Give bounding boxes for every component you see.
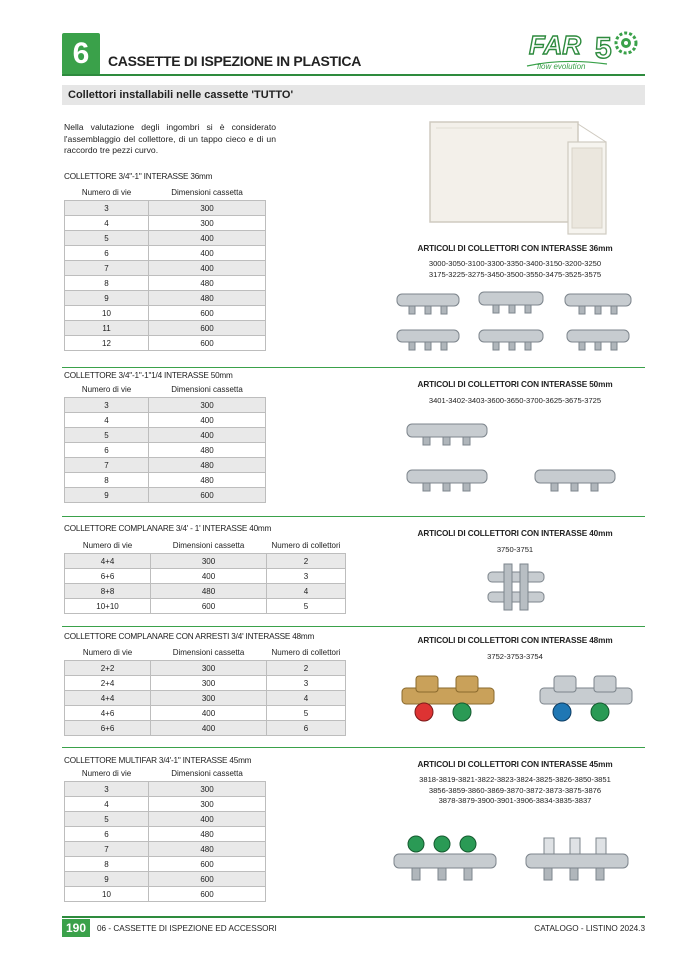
table-cell: 400: [151, 569, 267, 584]
table-row: [65, 569, 346, 584]
table-header: Dimensioni cassetta: [172, 541, 245, 550]
table-cell: 300: [151, 691, 267, 706]
section-5-manifold-images: [392, 828, 642, 888]
article-codes-line: 3878-3879-3900-3901-3906-3834-3835-3837: [438, 796, 592, 805]
article-codes-line: 3752-3753-3754: [487, 652, 543, 661]
section-2-title: COLLETTORE 3/4"-1"-1"1/4 INTERASSE 50mm: [64, 371, 233, 380]
manifold-image: [395, 288, 640, 358]
subtitle: Collettori installabili nelle cassette 'TUTTO': [68, 89, 294, 101]
table-cell: 400: [149, 261, 266, 276]
article-codes-line: 3000-3050-3100-3300-3350-3400-3150-3200-3250: [428, 259, 602, 268]
table-cell: 7: [65, 261, 149, 276]
table-row: [65, 443, 266, 458]
section-4-table: [64, 645, 346, 736]
table-row: [65, 827, 266, 842]
table-cell: 5: [65, 231, 149, 246]
chapter-number: 6: [62, 33, 100, 75]
table-cell: 480: [149, 443, 266, 458]
section-divider: [62, 367, 645, 368]
table-cell: 480: [149, 842, 266, 857]
table-row: [65, 842, 266, 857]
table-cell: 6: [65, 827, 149, 842]
table-cell: 7: [65, 458, 149, 473]
table-row: [65, 488, 266, 503]
table-row: [65, 584, 346, 599]
table-cell: 300: [149, 782, 266, 797]
table-row: [65, 887, 266, 902]
section-divider: [62, 516, 645, 517]
table-cell: 400: [149, 413, 266, 428]
table-row: [65, 706, 346, 721]
table-header: Numero di vie: [82, 541, 133, 550]
table-cell: 600: [149, 887, 266, 902]
intro-paragraph: Nella valutazione degli ingombri si è considerato l'assemblaggio del collettore, di un tappo cieco e di un raccordo tre pezzi curvo.: [64, 122, 276, 155]
section-1-manifold-images: [395, 288, 640, 358]
table-cell: 5: [65, 812, 149, 827]
table-cell: 300: [149, 216, 266, 231]
table-row: [65, 321, 266, 336]
far-logo: [523, 26, 645, 72]
table-cell: 3: [65, 782, 149, 797]
table-cell: 4: [65, 413, 149, 428]
table-cell: 300: [149, 201, 266, 216]
table-cell: 5: [267, 599, 346, 614]
table-cell: 600: [151, 599, 267, 614]
table-header: Numero di collettori: [271, 541, 341, 550]
table-cell: 10+10: [65, 599, 151, 614]
table-header: Numero di vie: [82, 648, 133, 657]
table-row: [65, 216, 266, 231]
header-rule: [62, 74, 645, 76]
table-row: [65, 306, 266, 321]
table-cell: 9: [65, 872, 149, 887]
manifold-image: [405, 418, 620, 498]
table-cell: 12: [65, 336, 149, 351]
table-cell: 600: [149, 488, 266, 503]
table-row: [65, 291, 266, 306]
table-row: [65, 336, 266, 351]
table-cell: 300: [149, 797, 266, 812]
table-cell: 300: [151, 661, 267, 676]
table-header: Dimensioni cassetta: [171, 385, 243, 394]
table-header: Numero di vie: [81, 188, 132, 197]
table-cell: 4: [65, 797, 149, 812]
table-header: Numero di vie: [81, 385, 132, 394]
table-row: [65, 599, 346, 614]
table-cell: 6+6: [65, 569, 151, 584]
table-cell: 300: [151, 554, 267, 569]
table-row: [65, 261, 266, 276]
section-5-articles-codes: [395, 775, 635, 807]
table-cell: 480: [149, 276, 266, 291]
table-cell: 3: [65, 398, 149, 413]
footer-catalog: CATALOGO - LISTINO 2024.3: [534, 924, 645, 933]
table-row: [65, 797, 266, 812]
table-cell: 8: [65, 473, 149, 488]
table-cell: 400: [149, 428, 266, 443]
table-row: [65, 231, 266, 246]
table-cell: 400: [149, 812, 266, 827]
table-cell: 480: [149, 473, 266, 488]
table-cell: 2: [267, 554, 346, 569]
table-header: Dimensioni cassetta: [171, 188, 243, 197]
table-cell: 480: [149, 458, 266, 473]
page-number: 190: [62, 919, 90, 937]
section-2-articles-codes: [395, 396, 635, 407]
table-cell: 6: [267, 721, 346, 736]
section-1-table: [64, 185, 266, 351]
table-row: [65, 782, 266, 797]
table-cell: 600: [149, 872, 266, 887]
table-cell: 400: [149, 231, 266, 246]
table-row: [65, 458, 266, 473]
table-cell: 2+4: [65, 676, 151, 691]
section-4-title: COLLETTORE COMPLANARE CON ARRESTI 3/4' INTERASSE 48mm: [64, 632, 315, 641]
section-1-title: COLLETTORE 3/4"-1" INTERASSE 36mm: [64, 172, 213, 181]
cassette-image: [428, 120, 610, 236]
table-cell: 600: [149, 306, 266, 321]
section-2-articles-title: ARTICOLI DI COLLETTORI CON INTERASSE 50mm: [417, 380, 613, 389]
table-header: Numero di vie: [81, 769, 132, 778]
logo-tagline: flow evolution: [537, 62, 586, 71]
table-cell: 4+4: [65, 691, 151, 706]
table-cell: 600: [149, 321, 266, 336]
table-cell: 4: [65, 216, 149, 231]
table-cell: 400: [149, 246, 266, 261]
article-codes-line: 3750-3751: [496, 545, 534, 554]
section-2-manifold-images: [405, 418, 620, 498]
table-cell: 10: [65, 306, 149, 321]
table-row: [65, 676, 346, 691]
section-1-articles-codes: [395, 259, 635, 280]
table-row: [65, 857, 266, 872]
section-5-title: COLLETTORE MULTIFAR 3/4'-1" INTERASSE 45mm: [64, 756, 252, 765]
table-cell: 3: [65, 201, 149, 216]
table-row: [65, 691, 346, 706]
table-cell: 4+6: [65, 706, 151, 721]
table-cell: 480: [151, 584, 267, 599]
table-cell: 8: [65, 857, 149, 872]
table-cell: 6+6: [65, 721, 151, 736]
table-cell: 300: [149, 398, 266, 413]
table-cell: 8: [65, 276, 149, 291]
table-cell: 400: [151, 706, 267, 721]
table-row: [65, 872, 266, 887]
table-row: [65, 413, 266, 428]
table-row: [65, 721, 346, 736]
section-3-manifold-image: [484, 562, 548, 614]
table-cell: 4: [267, 584, 346, 599]
table-header: Numero di collettori: [271, 648, 341, 657]
table-cell: 9: [65, 291, 149, 306]
table-cell: 3: [267, 676, 346, 691]
table-row: [65, 473, 266, 488]
table-cell: 4: [267, 691, 346, 706]
section-4-manifold-images: [400, 668, 640, 728]
table-cell: 2+2: [65, 661, 151, 676]
table-cell: 400: [151, 721, 267, 736]
table-cell: 6: [65, 443, 149, 458]
table-cell: 5: [267, 706, 346, 721]
table-row: [65, 554, 346, 569]
table-cell: 300: [151, 676, 267, 691]
table-cell: 6: [65, 246, 149, 261]
table-cell: 480: [149, 827, 266, 842]
section-1-articles-title: ARTICOLI DI COLLETTORI CON INTERASSE 36mm: [417, 244, 613, 253]
table-row: [65, 661, 346, 676]
table-cell: 10: [65, 887, 149, 902]
table-row: [65, 246, 266, 261]
table-row: [65, 428, 266, 443]
table-cell: 600: [149, 336, 266, 351]
footer-rule: [62, 916, 645, 918]
table-cell: 9: [65, 488, 149, 503]
table-cell: 5: [65, 428, 149, 443]
footer-section: 06 - CASSETTE DI ISPEZIONE ED ACCESSORI: [97, 924, 277, 933]
section-3-table: [64, 538, 346, 614]
section-3-articles-title: ARTICOLI DI COLLETTORI CON INTERASSE 40mm: [417, 529, 613, 538]
section-divider: [62, 747, 645, 748]
article-codes-line: 3818-3819-3821-3822-3823-3824-3825-3826-3850-3851: [419, 775, 611, 784]
table-cell: 11: [65, 321, 149, 336]
article-codes-line: 3856-3859-3860-3869-3870-3872-3873-3875-3876: [428, 785, 602, 795]
section-5-articles-title: ARTICOLI DI COLLETTORI CON INTERASSE 45mm: [417, 760, 613, 769]
section-4-articles-codes: [395, 652, 635, 663]
table-row: [65, 812, 266, 827]
section-2-table: [64, 382, 266, 503]
table-cell: 480: [149, 291, 266, 306]
table-row: [65, 201, 266, 216]
table-cell: 600: [149, 857, 266, 872]
section-3-title: COLLETTORE COMPLANARE 3/4' - 1' INTERASSE 40mm: [64, 524, 272, 533]
section-5-table: [64, 766, 266, 902]
chapter-title: CASSETTE DI ISPEZIONE IN PLASTICA: [108, 53, 362, 69]
logo-number: 5: [595, 32, 612, 65]
table-cell: 7: [65, 842, 149, 857]
table-row: [65, 276, 266, 291]
table-cell: 2: [267, 661, 346, 676]
section-3-articles-codes: [395, 545, 635, 556]
table-cell: 8+8: [65, 584, 151, 599]
section-4-articles-title: ARTICOLI DI COLLETTORI CON INTERASSE 48mm: [417, 636, 613, 645]
article-codes-line: 3175-3225-3275-3450-3500-3550-3475-3525-3575: [428, 269, 602, 279]
table-row: [65, 398, 266, 413]
table-cell: 4+4: [65, 554, 151, 569]
table-header: Dimensioni cassetta: [172, 648, 245, 657]
table-cell: 3: [267, 569, 346, 584]
article-codes-line: 3401-3402-3403-3600-3650-3700-3625-3675-3725: [428, 396, 602, 405]
table-header: Dimensioni cassetta: [171, 769, 243, 778]
section-divider: [62, 626, 645, 627]
logo-brand: FAR: [529, 30, 581, 60]
